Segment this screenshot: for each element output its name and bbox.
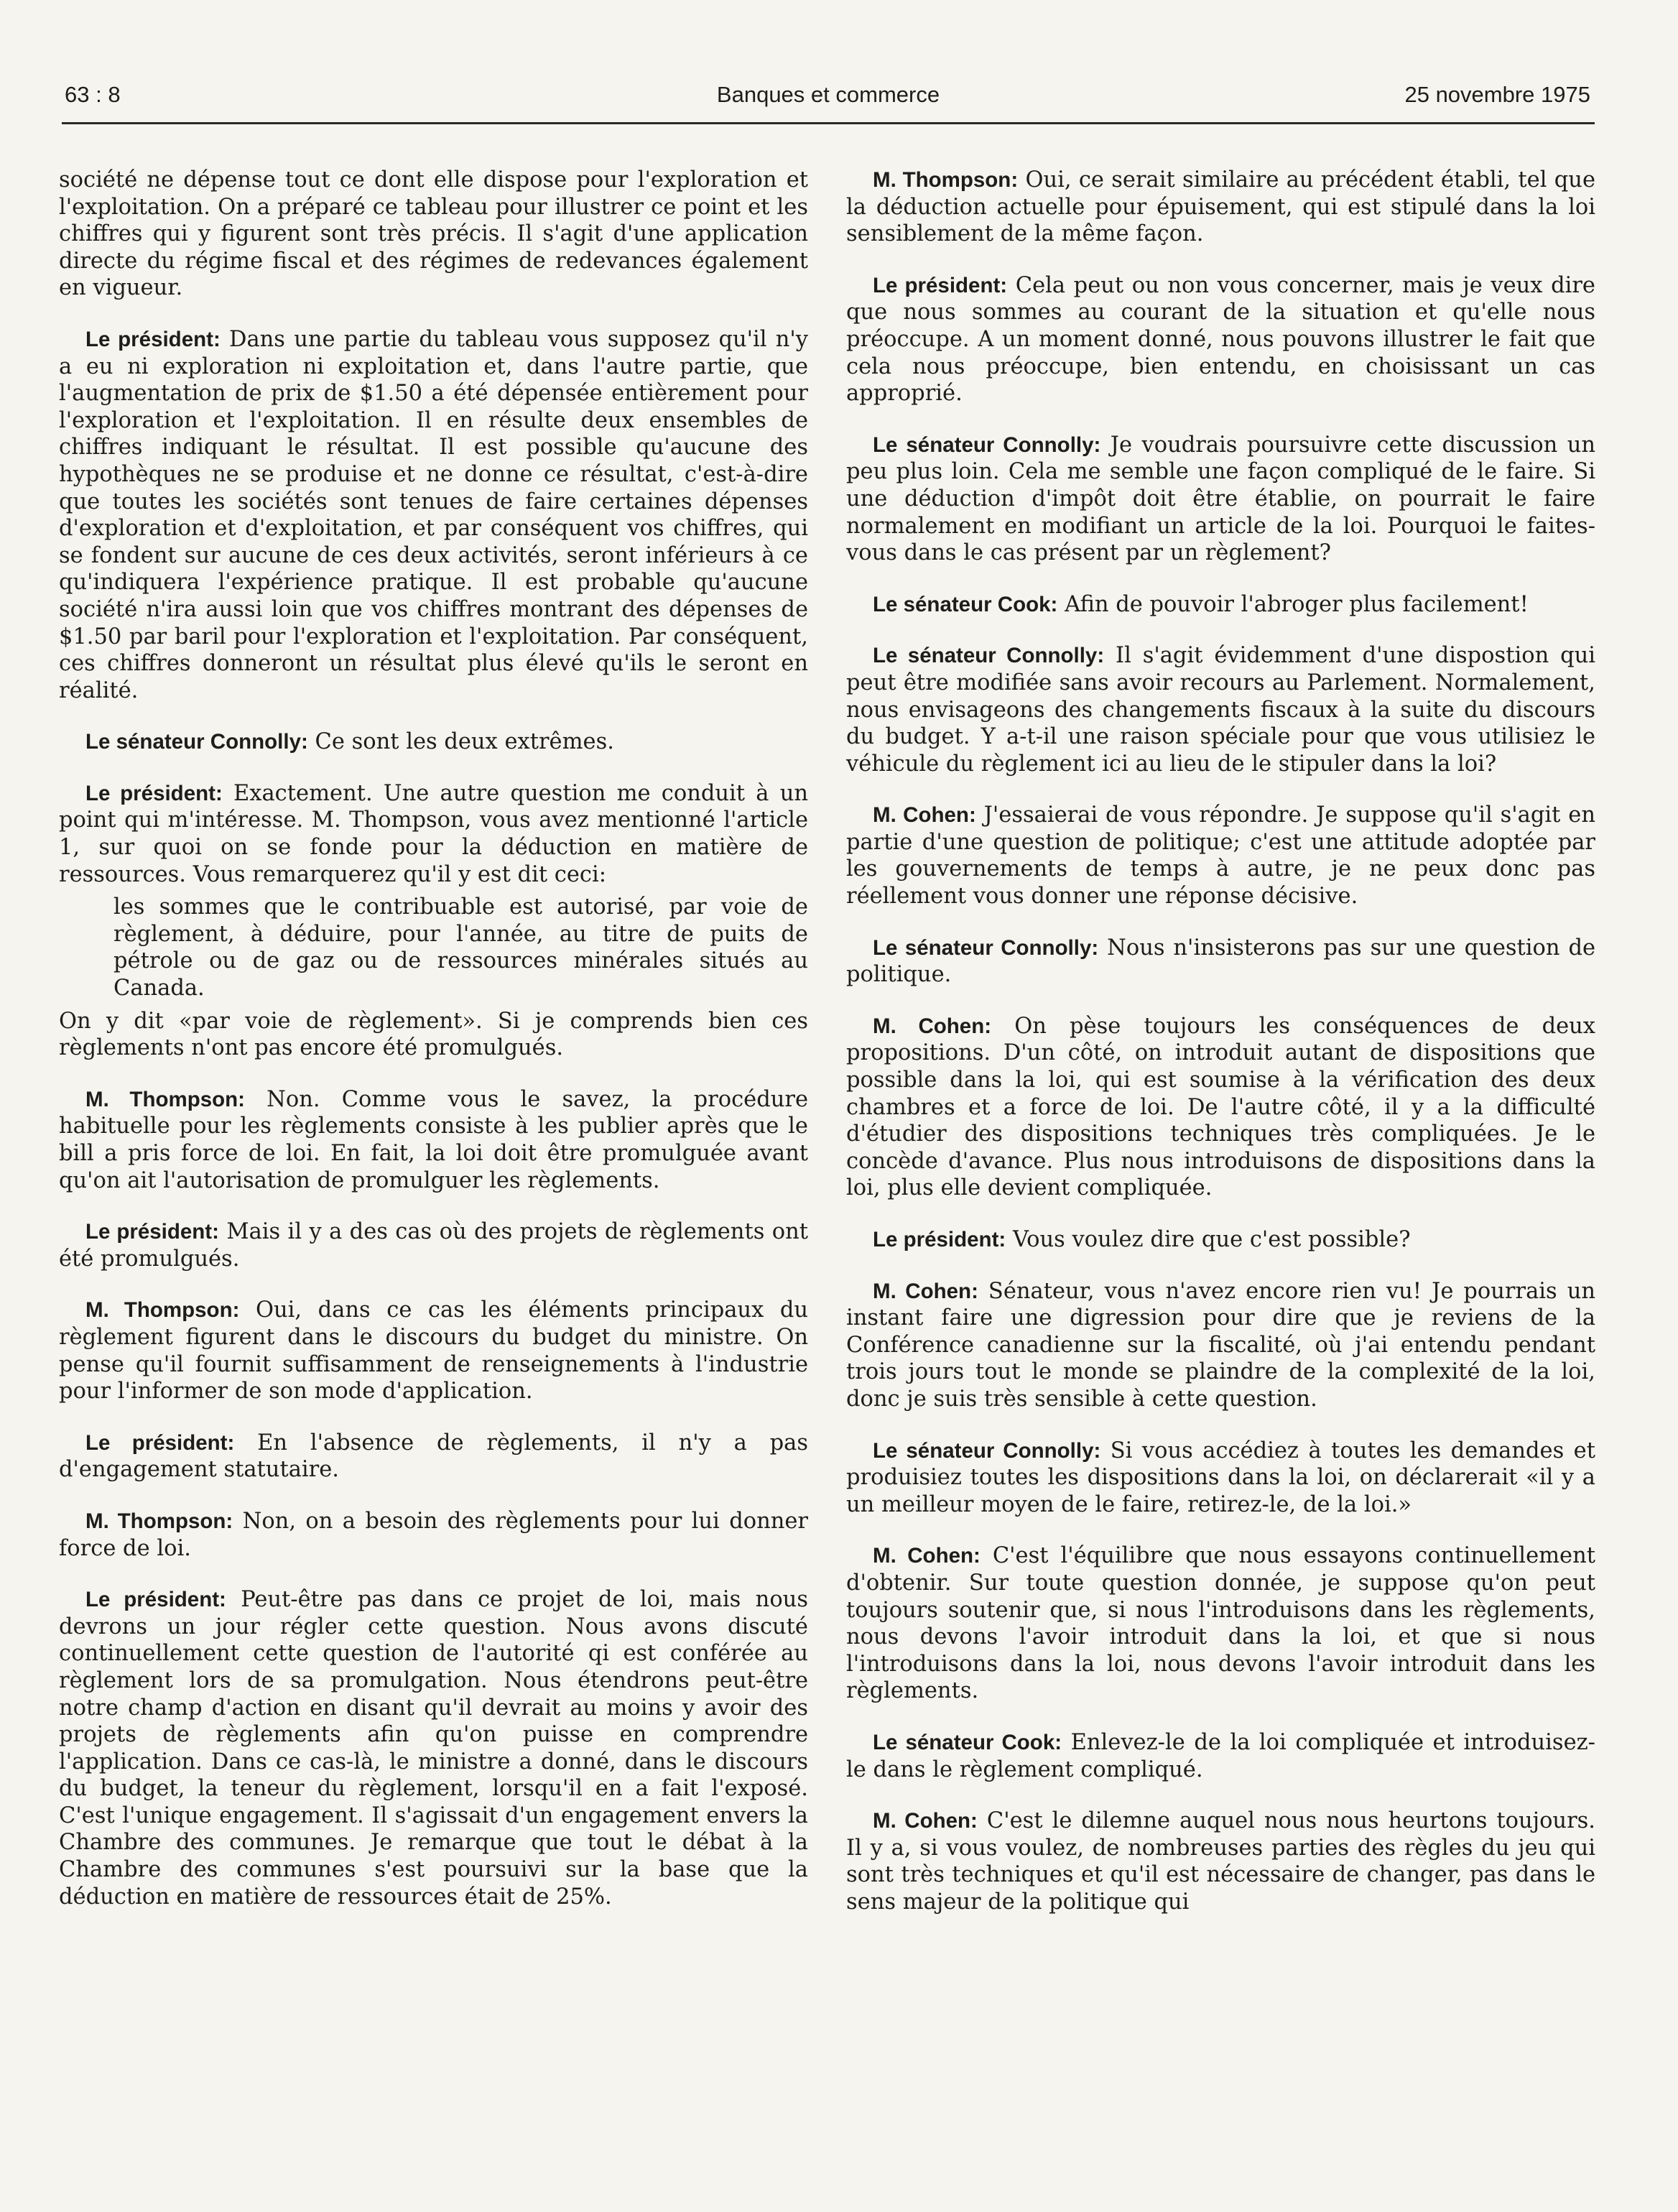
paragraph [846,935,1595,989]
paragraph-text: Oui, ce serait similaire au précédent établi, tel que la déduction actuelle pour épuisement, qui est stipulé dans la loi sensiblement de la même façon. [846,167,1595,247]
paragraph [846,1438,1595,1519]
speaker-name: Le sénateur Connolly: [873,644,1105,668]
paragraph [846,802,1595,910]
speaker-name: Le sénateur Cook: [873,592,1058,616]
speaker-name: Le sénateur Connolly: [85,730,308,754]
paragraph [846,1729,1595,1783]
paragraph-text: C'est l'équilibre que nous essayons continuellement d'obtenir. Sur toute question donnée, je suppose qu'on peut toujours soutenir que, si nous l'introduisons dans les règlements, nous devons l'avoir introduit dans la loi, et que si nous l'introduisons dans la loi, nous devons l'avoir introduit dans les règlements. [846,1543,1595,1704]
paragraph-text: J'essaierai de vous répondre. Je suppose qu'il s'agit en partie d'une question de politique; c'est une attitude adoptée par les gouvernements de temps à autre, je ne peux donc pas réellement vous donner une réponse décisive. [846,802,1595,910]
header-title: Banques et commerce [716,82,940,107]
paragraph-text: C'est le dilemne auquel nous nous heurtons toujours. Il y a, si vous voulez, de nombreuses parties des règles du jeu qui sont très techniques et qu'il est nécessaire de changer, pas dans le sens majeur de la politique qui [846,1808,1595,1915]
speaker-name: M. Cohen: [873,1809,978,1833]
paragraph-text: Exactement. Une autre question me conduit à un point qui m'intéresse. M. Thompson, vous avez mentionné l'article 1, sur quoi on se fonde pour la déduction en matière de ressources. Vous remarquerez qu'il y est dit ceci: [59,780,808,887]
paragraph [59,1586,808,1910]
paragraph [846,591,1595,619]
paragraph [59,1430,808,1484]
speaker-name: Le président: [85,1220,219,1244]
speaker-name: M. Thompson: [85,1087,246,1111]
speaker-name: Le président: [85,781,223,805]
paragraph [846,1278,1595,1413]
block-quote: les sommes que le contribuable est autorisé, par voie de règlement, à déduire, pour l'année, au titre de puits de pétrole ou de gaz ou de ressources minérales situés au Canada. [113,894,808,1001]
right-column [846,167,1595,1940]
paragraph-text: Non, on a besoin des règlements pour lui donner force de loi. [59,1508,808,1561]
paragraph [59,1086,808,1194]
speaker-name: Le président: [85,327,221,351]
paragraph-text: Non. Comme vous le savez, la procédure habituelle pour les règlements consiste à les publier après que le bill a pris force de loi. En fait, la loi doit être promulguée avant qu'on ait l'autorisation de promulguer les règlements. [59,1086,808,1193]
paragraph-text: Sénateur, vous n'avez encore rien vu! Je pourrais un instant faire une digression pour dire que je reviens de la Conférence canadienne sur la fiscalité, où j'ai entendu pendant trois jours tout le monde se plaindre de la complexité de la loi, donc je suis très sensible à cette question. [846,1278,1595,1412]
paragraph-text: Cela peut ou non vous concerner, mais je veux dire que nous sommes au courant de la situation et qu'elle nous préoccupe. A un moment donné, nous pouvons illustrer le fait que cela nous préoccupe, bien entendu, en choisissant un cas approprié. [846,272,1595,407]
paragraph-text: Il s'agit évidemment d'une dispostion qui peut être modifiée sans avoir recours au Parlement. Normalement, nous envisageons des changements fiscaux à la suite du discours du budget. Y a-t-il une raison spéciale pour que vous utilisiez le véhicule du règlement ici au lieu de le stipuler dans la loi? [846,643,1595,777]
speaker-name: Le sénateur Connolly: [873,935,1099,960]
paragraph-text: On pèse toujours les conséquences de deux propositions. D'un côté, on introduit autant de dispositions que possible dans la loi, qui est soumise à la vérification des deux chambres et a force de loi. De l'autre côté, il y a la difficulté d'étudier des dispositions techniques très compliquées. Je le concède d'avance. Plus nous introduisons de dispositions dans la loi, plus elle devient compliquée. [846,1013,1596,1201]
speaker-name: Le sénateur Cook: [873,1730,1062,1754]
speaker-name: Le président: [85,1430,235,1455]
paragraph-text: Si vous accédiez à toutes les demandes et produisiez toutes les dispositions dans la loi, on déclarerait «il y a un meilleur moyen de le faire, retirez-le, de la loi.» [846,1438,1595,1517]
speaker-name: M. Cohen: [873,1014,992,1038]
speaker-name: Le président: [873,273,1008,297]
paragraph [59,1297,808,1405]
paragraph-text: Peut-être pas dans ce projet de loi, mais nous devrons un jour régler cette question. Nous avons discuté continuellement cette question de l'autorité qi est conférée au règlement lors de sa promulgation. Nous étendrons peut-être notre champ d'action en disant qu'il devrait au moins y avoir des projets de règlements afin qu'on puisse en comprendre l'application. Dans ce cas-là, le ministre a donné, dans le discours du budget, la teneur du règlement, lorsqu'il en a fait l'exposé. C'est l'unique engagement. Il s'agissait d'un engagement envers la Chambre des communes. Je remarque que tout le débat à la Chambre des communes s'est poursuivi sur la base que la déduction en matière de ressources était de 25%. [59,1587,808,1910]
paragraph [846,432,1595,567]
paragraph [59,728,808,756]
paragraph-text: Oui, dans ce cas les éléments principaux du règlement figurent dans le discours du budget du ministre. On pense qu'il fournit suffisamment de renseignements à l'industrie pour l'informer de son mode d'application. [59,1297,808,1405]
running-header [62,79,1595,124]
paragraph-text: Ce sont les deux extrêmes. [315,729,614,755]
paragraph [59,326,808,704]
speaker-name: Le président: [873,1228,1006,1251]
header-date: 25 novembre 1975 [1404,82,1590,107]
paragraph-text: Vous voulez dire que c'est possible? [1012,1227,1411,1252]
paragraph [59,167,808,302]
paragraph-text: Afin de pouvoir l'abroger plus facilement! [1065,591,1529,617]
paragraph [846,1808,1595,1915]
paragraph [846,272,1595,407]
speaker-name: Le sénateur Connolly: [873,432,1101,457]
speaker-name: M. Thompson: [85,1298,240,1323]
paragraph: On y dit «par voie de règlement». Si je comprends bien ces règlements n'ont pas encore été promulgués. [59,1008,808,1061]
page-number: 63 : 8 [65,82,121,107]
paragraph [59,780,808,888]
paragraph-text: société ne dépense tout ce dont elle dispose pour l'exploration et l'exploitation. On a préparé ce tableau pour illustrer ce point et les chiffres qui y figurent sont très précis. Il s'agit d'une application directe du régime fiscal et des régimes de redevances également en vigueur. [59,167,808,301]
paragraph [59,1218,808,1272]
paragraph [846,1013,1595,1202]
paragraph-text: Je voudrais poursuivre cette discussion un peu plus loin. Cela me semble une façon compliqué de le faire. Si une déduction d'impôt doit être établie, on pourrait le faire normalement en modifiant un article de la loi. Pourquoi le faites-vous dans le cas présent par un règlement? [846,432,1596,566]
paragraph [59,1508,808,1562]
paragraph [846,1542,1595,1705]
speaker-name: M. Cohen: [873,803,976,828]
speaker-name: M. Cohen: [873,1279,978,1303]
speaker-name: M. Thompson: [85,1509,233,1533]
paragraph [846,167,1595,248]
speaker-name: M. Cohen: [873,1544,981,1568]
paragraph-text: Enlevez-le de la loi compliquée et introduisez-le dans le règlement compliqué. [846,1729,1595,1782]
speaker-name: Le président: [85,1588,226,1612]
paragraph-text: Dans une partie du tableau vous supposez qu'il n'y a eu ni exploration ni exploitation et, dans l'autre partie, que l'augmentation de prix de $1.50 a été dépensée entièrement pour l'exploration et l'exploitation. Il en résulte deux ensembles de chiffres indiquant le résultat. Il est possible qu'aucune des hypothèques ne se produise et ne donne ce résultat, c'est-à-dire que toutes les sociétés sont tenues de faire certaines dépenses d'exploration et d'exploitation, et par conséquent vos chiffres, qui se fondent sur aucune de ces deux activités, seront inférieurs à ce qu'indiquera l'expérience pratique. Il est probable qu'aucune société n'ira aussi loin que vos chiffres montrant des dépenses de $1.50 par baril pour l'exploration et l'exploitation. Par conséquent, ces chiffres donneront un résultat plus élevé qu'ils le seront en réalité. [59,326,808,703]
speaker-name: Le sénateur Connolly: [873,1438,1101,1463]
paragraph [846,1226,1595,1254]
paragraph-text: En l'absence de règlements, il n'y a pas d'engagement statutaire. [59,1430,808,1483]
left-column [59,167,808,1935]
paragraph-text: Mais il y a des cas où des projets de règlements ont été promulgués. [59,1219,809,1272]
paragraph [846,642,1595,777]
speaker-name: M. Thompson: [873,168,1019,192]
paragraph-text: Nous n'insisterons pas sur une question de politique. [846,935,1596,988]
